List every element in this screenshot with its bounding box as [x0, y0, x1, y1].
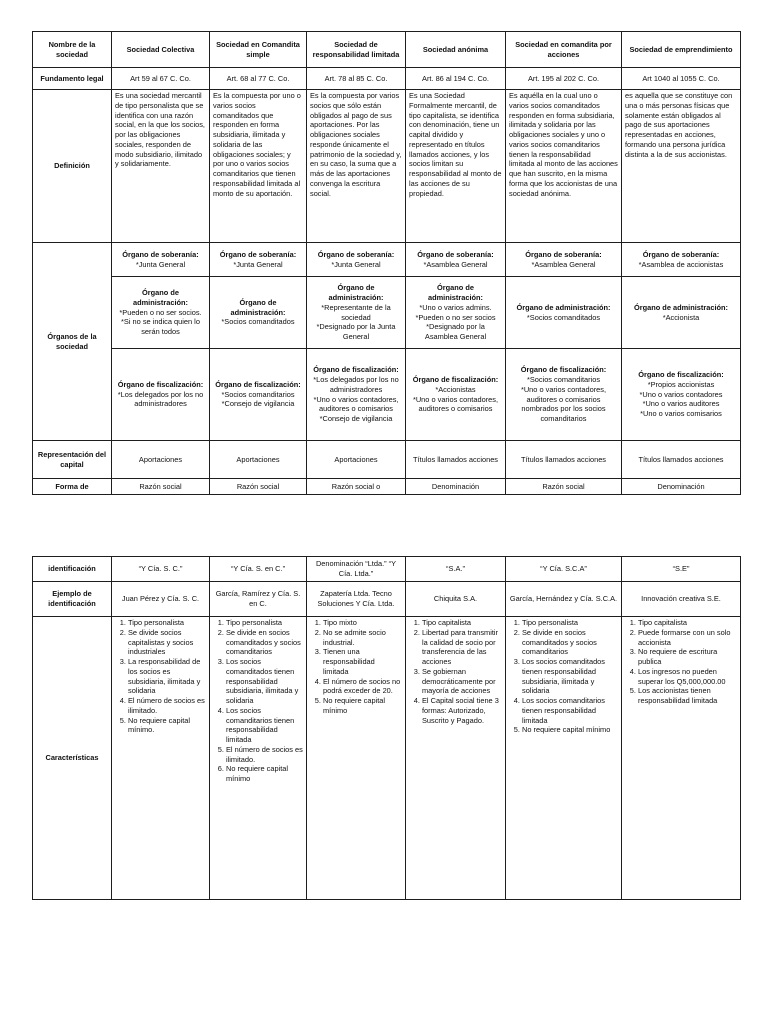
column-header: Sociedad anónima — [406, 32, 506, 68]
ejemplo-row — [33, 582, 741, 617]
list-item: 4. Los socios comanditarios tienen responsabilidad limitada — [522, 696, 618, 725]
row-header: Características — [33, 617, 112, 900]
table-cell: Órgano de administración: *Socios comanditados — [210, 277, 307, 349]
list-item: 3. Se gobiernan democráticamente por mayoría de acciones — [422, 667, 502, 696]
table-cell: Razón social o — [307, 479, 406, 495]
list-item: 1. Tipo personalista — [522, 618, 618, 628]
fundamento-row — [33, 68, 741, 90]
table-cell: Aportaciones — [210, 441, 307, 479]
list-item: 4. El número de socios no podrá exceder de 20. — [323, 677, 402, 697]
list-item: 4. Los ingresos no pueden superar los Q5,000,000.00 — [638, 667, 737, 687]
table-cell: Órgano de administración: *Socios comanditados — [506, 277, 622, 349]
table-cell: “S.A.” — [406, 557, 506, 582]
list-item: 4. El Capital social tiene 3 formas: Autorizado, Suscrito y Pagado. — [422, 696, 502, 725]
table-cell — [112, 617, 210, 900]
table-cell — [307, 617, 406, 900]
table-cell: Es la compuesta por uno o varios socios comanditados que responden en forma subsidiaria, ilimitada y solidaria de las obligaciones sociales; y por uno o varios socios comanditarios que tienen responsabilidad limitada al monto de su aportación. — [210, 90, 307, 243]
table-cell — [506, 617, 622, 900]
table-cell: Art. 68 al 77 C. Co. — [210, 68, 307, 90]
characteristics-list — [509, 618, 618, 735]
table-cell: Órgano de soberanía: *Asamblea General — [406, 243, 506, 277]
list-item: 2. No se admite socio industrial. — [323, 628, 402, 648]
column-header: Sociedad en comandita por acciones — [506, 32, 622, 68]
row-header: Órganos de la sociedad — [33, 243, 112, 441]
list-item: 3. Tienen una responsabilidad limitada — [323, 647, 402, 676]
column-header: Sociedad de responsabilidad limitada — [307, 32, 406, 68]
organos-fiscalizacion-row — [33, 349, 741, 441]
table-cell: Art. 86 al 194 C. Co. — [406, 68, 506, 90]
list-item: 1. Tipo capitalista — [638, 618, 737, 628]
table-cell: García, Ramírez y Cía. S. en C. — [210, 582, 307, 617]
list-item: 1. Tipo capitalista — [422, 618, 502, 628]
list-item: 2. Libertad para transmitir la calidad de socio por transferencia de las acciones — [422, 628, 502, 667]
table-cell: García, Hernández y Cía. S.C.A. — [506, 582, 622, 617]
characteristics-list — [213, 618, 303, 784]
list-item: 2. Se divide socios capitalistas y socios industriales — [128, 628, 206, 657]
table-cell: Títulos llamados acciones — [506, 441, 622, 479]
row-header: Forma de — [33, 479, 112, 495]
caracteristicas-row — [33, 617, 741, 900]
list-item: 3. No requiere de escritura publica — [638, 647, 737, 667]
comparison-table-bottom — [32, 556, 741, 900]
table-cell: Es la compuesta por varios socios que sólo están obligados al pago de sus aportaciones. Por las obligaciones sociales responde únicamente el patrimonio de la sociedad y, en su caso, la suma que a más de las aportaciones convenga la escritura social. — [307, 90, 406, 243]
list-item: 6. No requiere capital mínimo — [226, 764, 303, 784]
list-item: 5. No requiere capital mínimo. — [128, 716, 206, 736]
table-cell: “Y Cía. S.C.A” — [506, 557, 622, 582]
table-cell: Aportaciones — [307, 441, 406, 479]
table-cell: Órgano de fiscalización: *Propios accionistas *Uno o varios contadores *Uno o varios auditores *Uno o varios comisarios — [622, 349, 741, 441]
row-header: identificación — [33, 557, 112, 582]
list-item: 4. El número de socios es ilimitado. — [128, 696, 206, 716]
table-cell: Art. 78 al 85 C. Co. — [307, 68, 406, 90]
table-cell: Órgano de administración: *Representante de la sociedad *Designado por la Junta General — [307, 277, 406, 349]
table-cell: Órgano de soberanía: *Junta General — [112, 243, 210, 277]
list-item: 1. Tipo mixto — [323, 618, 402, 628]
table-cell: Títulos llamados acciones — [406, 441, 506, 479]
table-cell: “Y Cía. S. en C.” — [210, 557, 307, 582]
characteristics-list — [115, 618, 206, 735]
forma-row — [33, 479, 741, 495]
table-cell: “S.E” — [622, 557, 741, 582]
list-item: 5. No requiere capital mínimo — [522, 725, 618, 735]
list-item: 3. Los socios comanditados tienen responsabilidad subsidiaria, ilimitada y solidaria — [226, 657, 303, 706]
organos-administracion-row — [33, 277, 741, 349]
representacion-row — [33, 441, 741, 479]
list-item: 5. No requiere capital mínimo — [323, 696, 402, 716]
definicion-row — [33, 90, 741, 243]
column-header: Sociedad en Comandita simple — [210, 32, 307, 68]
table-cell — [622, 617, 741, 900]
table-cell: Innovación creativa S.E. — [622, 582, 741, 617]
characteristics-list — [625, 618, 737, 706]
table-cell — [406, 617, 506, 900]
list-item: 1. Tipo personalista — [226, 618, 303, 628]
table-cell: Es aquélla en la cual uno o varios socios comanditados responden en forma subsidiaria, ilimitada y solidaria por las obligaciones sociales y uno o varios socios comanditarios tienen la responsabilidad limitada al monto de las acciones que han suscrito, en la misma forma que los accionistas de una sociedad anónima. — [506, 90, 622, 243]
column-header: Sociedad de emprendimiento — [622, 32, 741, 68]
table-cell: es aquella que se constituye con una o más personas físicas que solamente están obligados al pago de sus aportaciones representadas en acciones, formando una persona jurídica distinta a la de sus accionistas. — [622, 90, 741, 243]
table-cell: “Y Cía. S. C.” — [112, 557, 210, 582]
table-cell: Denominación “Ltda.” “Y Cía. Ltda.” — [307, 557, 406, 582]
table-cell: Chiquita S.A. — [406, 582, 506, 617]
list-item: 5. El número de socios es ilimitado. — [226, 745, 303, 765]
list-item: 2. Puede formarse con un solo accionista — [638, 628, 737, 648]
table-cell: Razón social — [112, 479, 210, 495]
table-cell: Art. 195 al 202 C. Co. — [506, 68, 622, 90]
list-item: 2. Se divide en socios comanditados y socios comanditarios — [226, 628, 303, 657]
table-cell: Órgano de soberanía: *Junta General — [210, 243, 307, 277]
table-cell: Órgano de fiscalización: *Socios comanditarios *Consejo de vigilancia — [210, 349, 307, 441]
list-item: 3. Los socios comanditados tienen responsabilidad subsidiaria, ilimitada y solidaria — [522, 657, 618, 696]
table-cell: Juan Pérez y Cía. S. C. — [112, 582, 210, 617]
table-cell: Órgano de soberanía: *Asamblea de accionistas — [622, 243, 741, 277]
table-cell: Órgano de soberanía: *Junta General — [307, 243, 406, 277]
header-row — [33, 32, 741, 68]
identificacion-row — [33, 557, 741, 582]
table-cell: Es una sociedad mercantil de tipo personalista que se identifica con una razón social, en la que los socios, por las obligaciones sociales, responden de modo subsidiario, ilimitado y solidariamente. — [112, 90, 210, 243]
table-cell: Aportaciones — [112, 441, 210, 479]
row-header: Fundamento legal — [33, 68, 112, 90]
column-header: Sociedad Colectiva — [112, 32, 210, 68]
row-header: Ejemplo de identificación — [33, 582, 112, 617]
table-cell: Órgano de fiscalización: *Los delegados por los no administradores — [112, 349, 210, 441]
list-item: 5. Los accionistas tienen responsabilidad limitada — [638, 686, 737, 706]
table-cell: Títulos llamados acciones — [622, 441, 741, 479]
table-cell: Razón social — [506, 479, 622, 495]
characteristics-list — [409, 618, 502, 725]
list-item: 4. Los socios comanditarios tienen responsabilidad limitada — [226, 706, 303, 745]
characteristics-list — [310, 618, 402, 716]
table-cell: Art 1040 al 1055 C. Co. — [622, 68, 741, 90]
table-cell: Órgano de administración: *Accionista — [622, 277, 741, 349]
list-item: 2. Se divide en socios comanditados y socios comanditarios — [522, 628, 618, 657]
table-cell: Órgano de administración: *Uno o varios admins. *Pueden o no ser socios *Designado por la Asamblea General — [406, 277, 506, 349]
table-cell: Denominación — [622, 479, 741, 495]
organos-soberania-row — [33, 243, 741, 277]
table-cell — [210, 617, 307, 900]
corner-header: Nombre de la sociedad — [33, 32, 112, 68]
list-item: 1. Tipo personalista — [128, 618, 206, 628]
row-header: Representación del capital — [33, 441, 112, 479]
table-cell: Órgano de soberanía: *Asamblea General — [506, 243, 622, 277]
table-cell: Órgano de fiscalización: *Socios comanditarios *Uno o varios contadores, auditores o comisarios nombrados por los socios comanditarios — [506, 349, 622, 441]
table-cell: Art 59 al 67 C. Co. — [112, 68, 210, 90]
table-cell: Denominación — [406, 479, 506, 495]
table-cell: Órgano de fiscalización: *Accionistas *Uno o varios contadores, auditores o comisarios — [406, 349, 506, 441]
list-item: 3. La responsabilidad de los socios es subsidiaria, ilimitada y solidaria — [128, 657, 206, 696]
table-cell: Órgano de administración: *Pueden o no ser socios. *Si no se indica quien lo serán todos — [112, 277, 210, 349]
table-cell: Zapatería Ltda. Tecno Soluciones Y Cía. Ltda. — [307, 582, 406, 617]
table-cell: Razón social — [210, 479, 307, 495]
row-header: Definición — [33, 90, 112, 243]
comparison-table-top — [32, 31, 741, 495]
table-cell: Es una Sociedad Formalmente mercantil, de tipo capitalista, se identifica con denominación, tiene un capital dividido y representado en títulos llamados acciones, y los socios limitan su responsabilidad al monto de las acciones de su propiedad. — [406, 90, 506, 243]
table-cell: Órgano de fiscalización: *Los delegados por los no administradores *Uno o varios contadores, auditores o comisarios *Consejo de vigilancia — [307, 349, 406, 441]
